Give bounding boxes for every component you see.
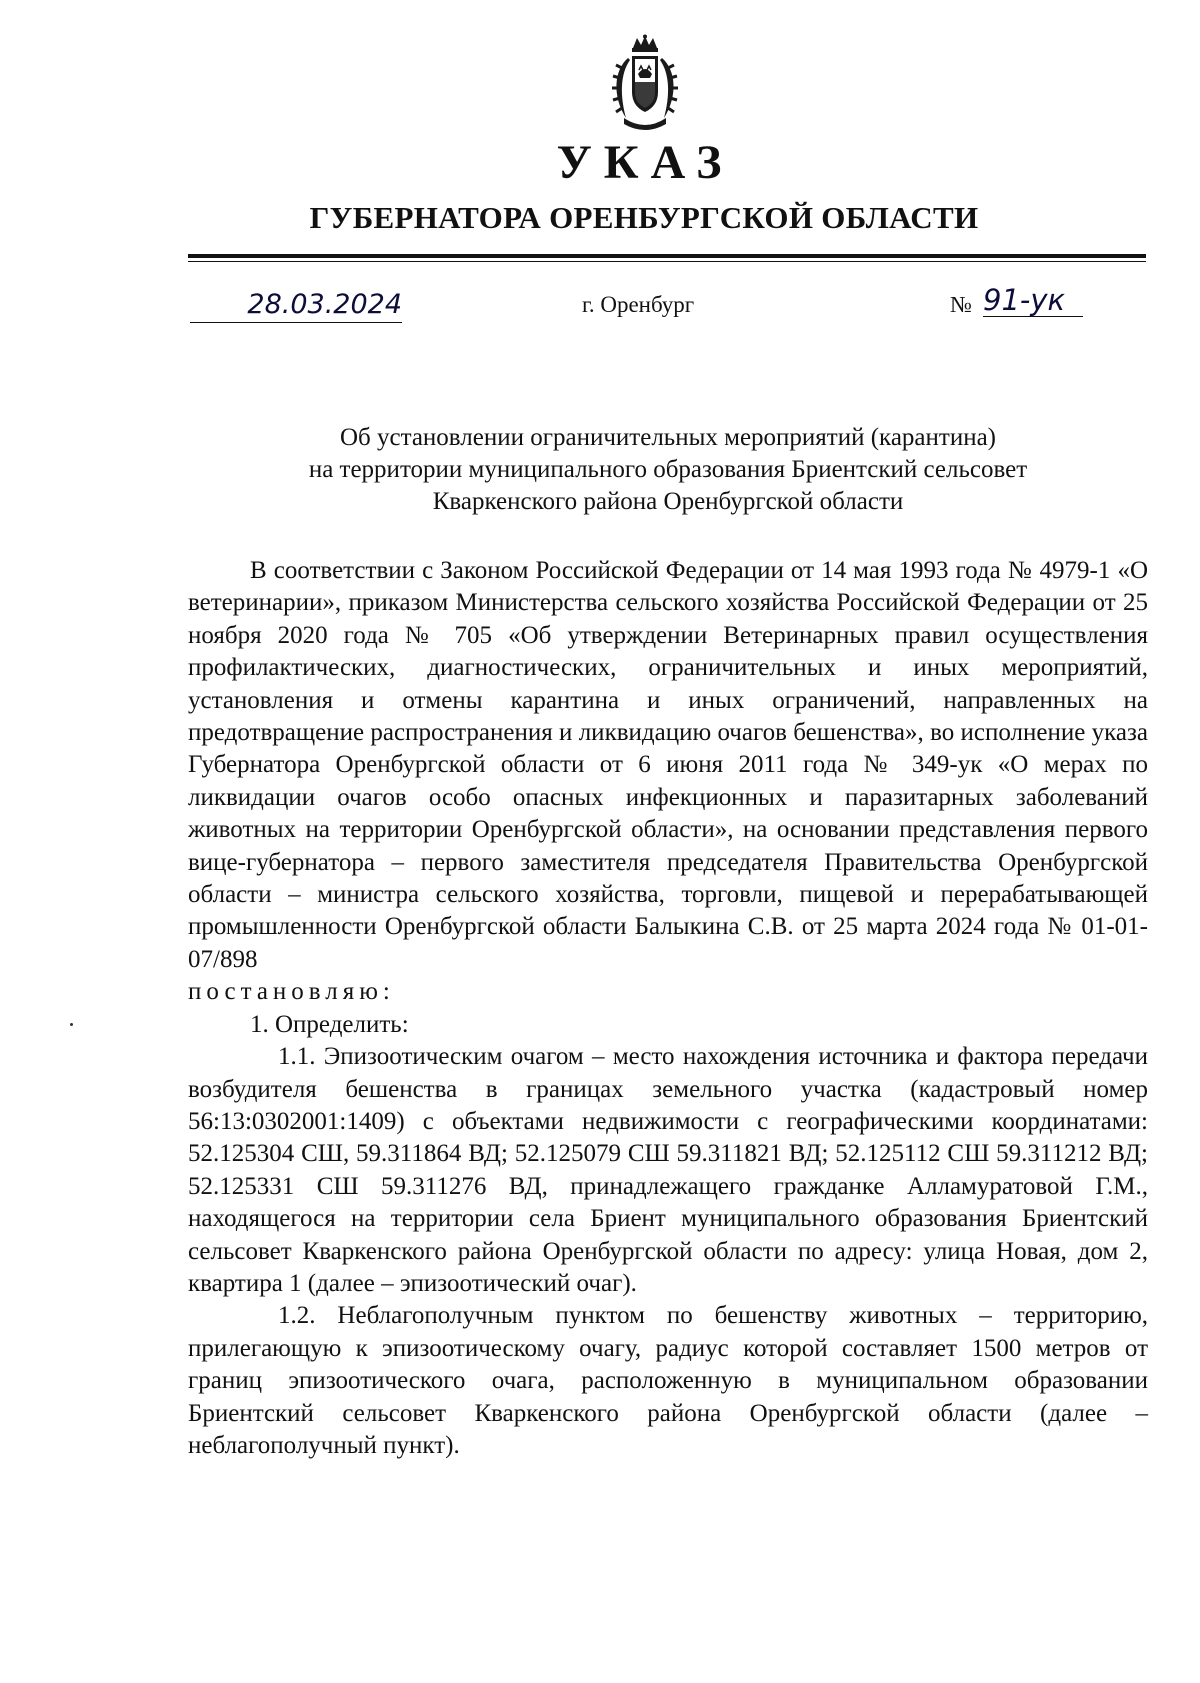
margin-dot <box>70 1023 73 1026</box>
heading-line: на территории муниципального образования Бриентский сельсовет <box>308 456 1028 483</box>
heading-line: Кваркенского района Оренбургской области <box>432 488 904 515</box>
document-subtitle: ГУБЕРНАТОРА ОРЕНБУРГСКОЙ ОБЛАСТИ <box>309 200 979 235</box>
header-divider-thin <box>188 261 1146 262</box>
item-1-1: 1.1. Эпизоотическим очагом – место нахождения источника и фактора передачи возбудителя бешенства в границах земельного участка (кадастровый номер 56:13:0302001:1409) с объектами недвижимости с географическими координатами: 52.125304 СШ, 59.311864 ВД; 52.125079 СШ 59.311821 ВД; 52.125112 СШ 59.311212 ВД; 52.125331 СШ 59.311276 ВД, принадлежащего гражданке Алламуратовой Г.М., находящегося на территории села Бриент муниципального образования Бриентский сельсовет Кваркенского района Оренбургской области по адресу: улица Новая, дом 2, квартира 1 (далее – эпизоотический очаг). <box>188 1043 1148 1297</box>
document-body <box>188 555 1148 1462</box>
document-number-label: № <box>950 292 972 317</box>
document-date: 28.03.2024 <box>190 290 402 323</box>
orenburg-coat-of-arms-icon <box>608 34 682 132</box>
preamble-paragraph: В соответствии с Законом Российской Федерации от 14 мая 1993 года № 4979-1 «О ветеринарии», приказом Министерства сельского хозяйства Российской Федерации от 25 ноября 2020 года № 705 «Об утверждении Ветеринарных правил осуществления профилактических, диагностических, ограничительных и иных мероприятий, установления и отмены карантина и иных ограничений, направленных на предотвращение распространения и ликвидацию очагов бешенства», во исполнение указа Губернатора Оренбургской области от 6 июня 2011 года № 349-ук «О мерах по ликвидации очагов особо опасных инфекционных и паразитарных заболеваний животных на территории Оренбургской области», на основании представления первого вице-губернатора – первого заместителя председателя Правительства Оренбургской области – министра сельского хозяйства, торговли, пищевой и перерабатывающей промышленности Оренбургской области Балыкина С.В. от 25 марта 2024 года № 01-01-07/898 <box>188 557 1148 973</box>
document-heading <box>188 422 1148 518</box>
heading-line: Об установлении ограничительных мероприятий (карантина) <box>339 424 997 451</box>
header-divider-thick <box>188 254 1146 258</box>
document-number-value: 91-ук <box>983 284 1083 317</box>
document-city: г. Оренбург <box>582 292 695 317</box>
document-title: УКАЗ <box>556 136 734 189</box>
item-1: 1. Определить: <box>250 1010 409 1038</box>
item-1-2: 1.2. Неблагополучным пунктом по бешенству животных – территорию, прилегающую к эпизоотическому очагу, радиус которой составляет 1500 метров от границ эпизоотического очага, расположенную в муниципальном образовании Бриентский сельсовет Кваркенского района Оренбургской области (далее – неблагополучный пункт). <box>188 1302 1148 1459</box>
decree-word: постановляю: <box>188 978 395 1006</box>
